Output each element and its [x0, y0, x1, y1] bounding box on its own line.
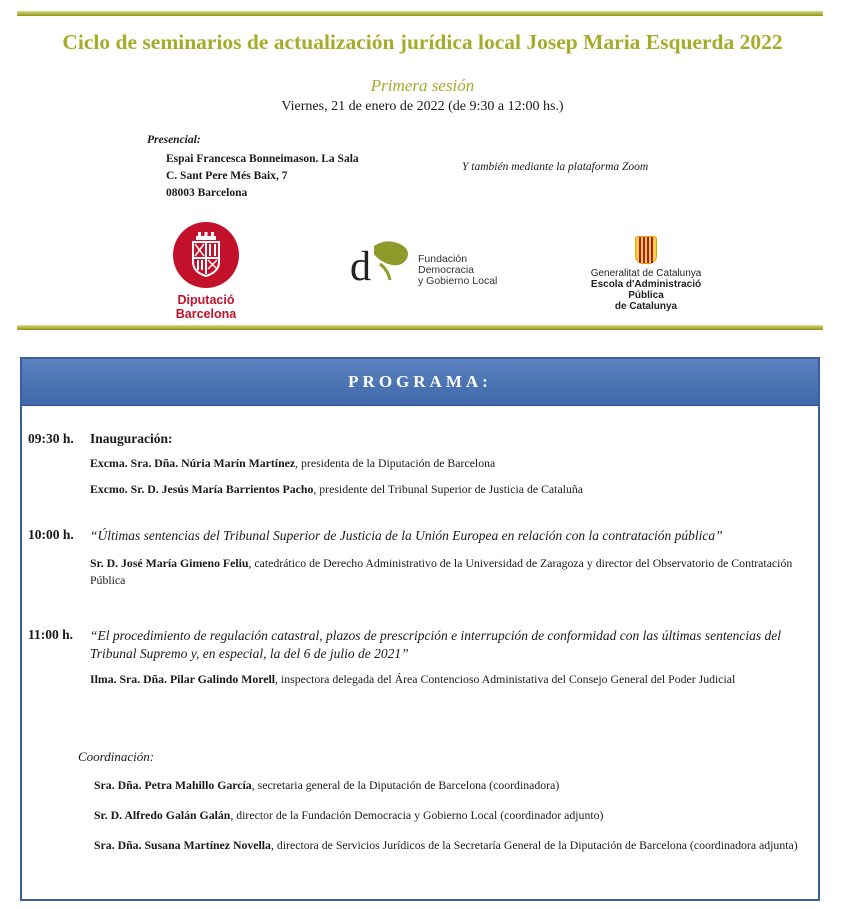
slot-title: “El procedimiento de regulación catastral, plazos de prescripción e interrupción de conformidad con las últimas sentencias del Tribunal Supremo y, en especial, la del 6 de julio de 2021” [90, 628, 782, 661]
coordinator-role: , directora de Servicios Jurídicos de la Secretaría General de la Diputación de Barcelona (coordinadora adjunta) [270, 838, 798, 852]
diputacio-emblem-icon [173, 222, 239, 288]
programme-box [20, 357, 820, 901]
page-title: Ciclo de seminarios de actualización jurídica local Josep Maria Esquerda 2022 [62, 30, 783, 54]
slot-title: Inauguración: [90, 431, 173, 446]
speaker [90, 555, 795, 589]
fundacion-line: Democracia [418, 264, 475, 276]
diputacio-name: Diputació [177, 293, 235, 307]
programme-heading: PROGRAMA: [22, 359, 818, 406]
speaker-name: Ilma. Sra. Dña. Pilar Galindo Morell [90, 672, 276, 686]
speaker-name: Sr. D. José María Gimeno Feliu [90, 556, 249, 570]
generalitat-line: de Catalunya [614, 301, 678, 312]
venue-label: Presencial: [147, 134, 201, 146]
generalitat-logo [572, 236, 720, 312]
diputacio-logo [166, 222, 246, 321]
svg-text:d: d [350, 244, 371, 286]
slot-time: 10:00 h. [28, 527, 74, 542]
speaker-name: Excma. Sra. Dña. Núria Marín Martínez [90, 456, 296, 470]
slot-time: 11:00 h. [28, 627, 74, 642]
fundacion-line: Fundación [418, 253, 468, 265]
fundacion-logo [350, 240, 510, 290]
venue-address [166, 151, 359, 202]
senyera-icon [635, 236, 657, 264]
speaker-role: , presidenta de la Diputación de Barcelona [295, 456, 496, 470]
venue-line: Espai Francesca Bonneimason. La Sala [166, 153, 359, 165]
coordinator [94, 837, 799, 854]
coordinator-name: Sr. D. Alfredo Galán Galán [94, 808, 231, 822]
venue-line: 08003 Barcelona [166, 187, 248, 199]
coordinator [94, 807, 799, 824]
coordination-label: Coordinación: [78, 749, 155, 764]
venue-line: C. Sant Pere Més Baix, 7 [166, 170, 288, 182]
coordinator-name: Sra. Dña. Petra Mahillo García [94, 778, 252, 792]
speaker-role: , catedrático de Derecho Administrativo de la Universidad de Zaragoza y director del Observatorio de Contratación Pública [90, 556, 793, 587]
generalitat-line: Escola d'Administració Pública [590, 279, 702, 301]
top-divider [17, 11, 823, 16]
session-date: Viernes, 21 de enero de 2022 (de 9:30 a 12:00 hs.) [281, 99, 564, 114]
zoom-note: Y también mediante la plataforma Zoom [462, 161, 649, 173]
speaker [90, 671, 795, 688]
slot-time: 09:30 h. [28, 431, 74, 446]
generalitat-line: Generalitat de Catalunya [590, 268, 702, 279]
fundacion-line: y Gobierno Local [418, 275, 498, 287]
slot-title: “Últimas sentencias del Tribunal Superior de Justicia de la Unión Europea en relación con la contratación pública” [90, 528, 723, 543]
speaker-role: , presidente del Tribunal Superior de Justicia de Cataluña [313, 482, 583, 496]
coordinator-role: , director de la Fundación Democracia y Gobierno Local (coordinador adjunto) [230, 808, 604, 822]
coordinator [94, 777, 799, 794]
speaker [90, 481, 795, 498]
fundacion-d-icon [350, 240, 412, 286]
bottom-divider [17, 325, 823, 330]
speaker [90, 455, 795, 472]
speaker-role: , inspectora delegada del Área Contencioso Administativa del Consejo General del Poder Judicial [275, 672, 736, 686]
session-name: Primera sesión [370, 76, 475, 95]
diputacio-name: Barcelona [175, 307, 237, 321]
coordinator-name: Sra. Dña. Susana Martínez Novella [94, 838, 271, 852]
speaker-name: Excmo. Sr. D. Jesús María Barrientos Pacho [90, 482, 314, 496]
coordinator-role: , secretaria general de la Diputación de Barcelona (coordinadora) [251, 778, 560, 792]
